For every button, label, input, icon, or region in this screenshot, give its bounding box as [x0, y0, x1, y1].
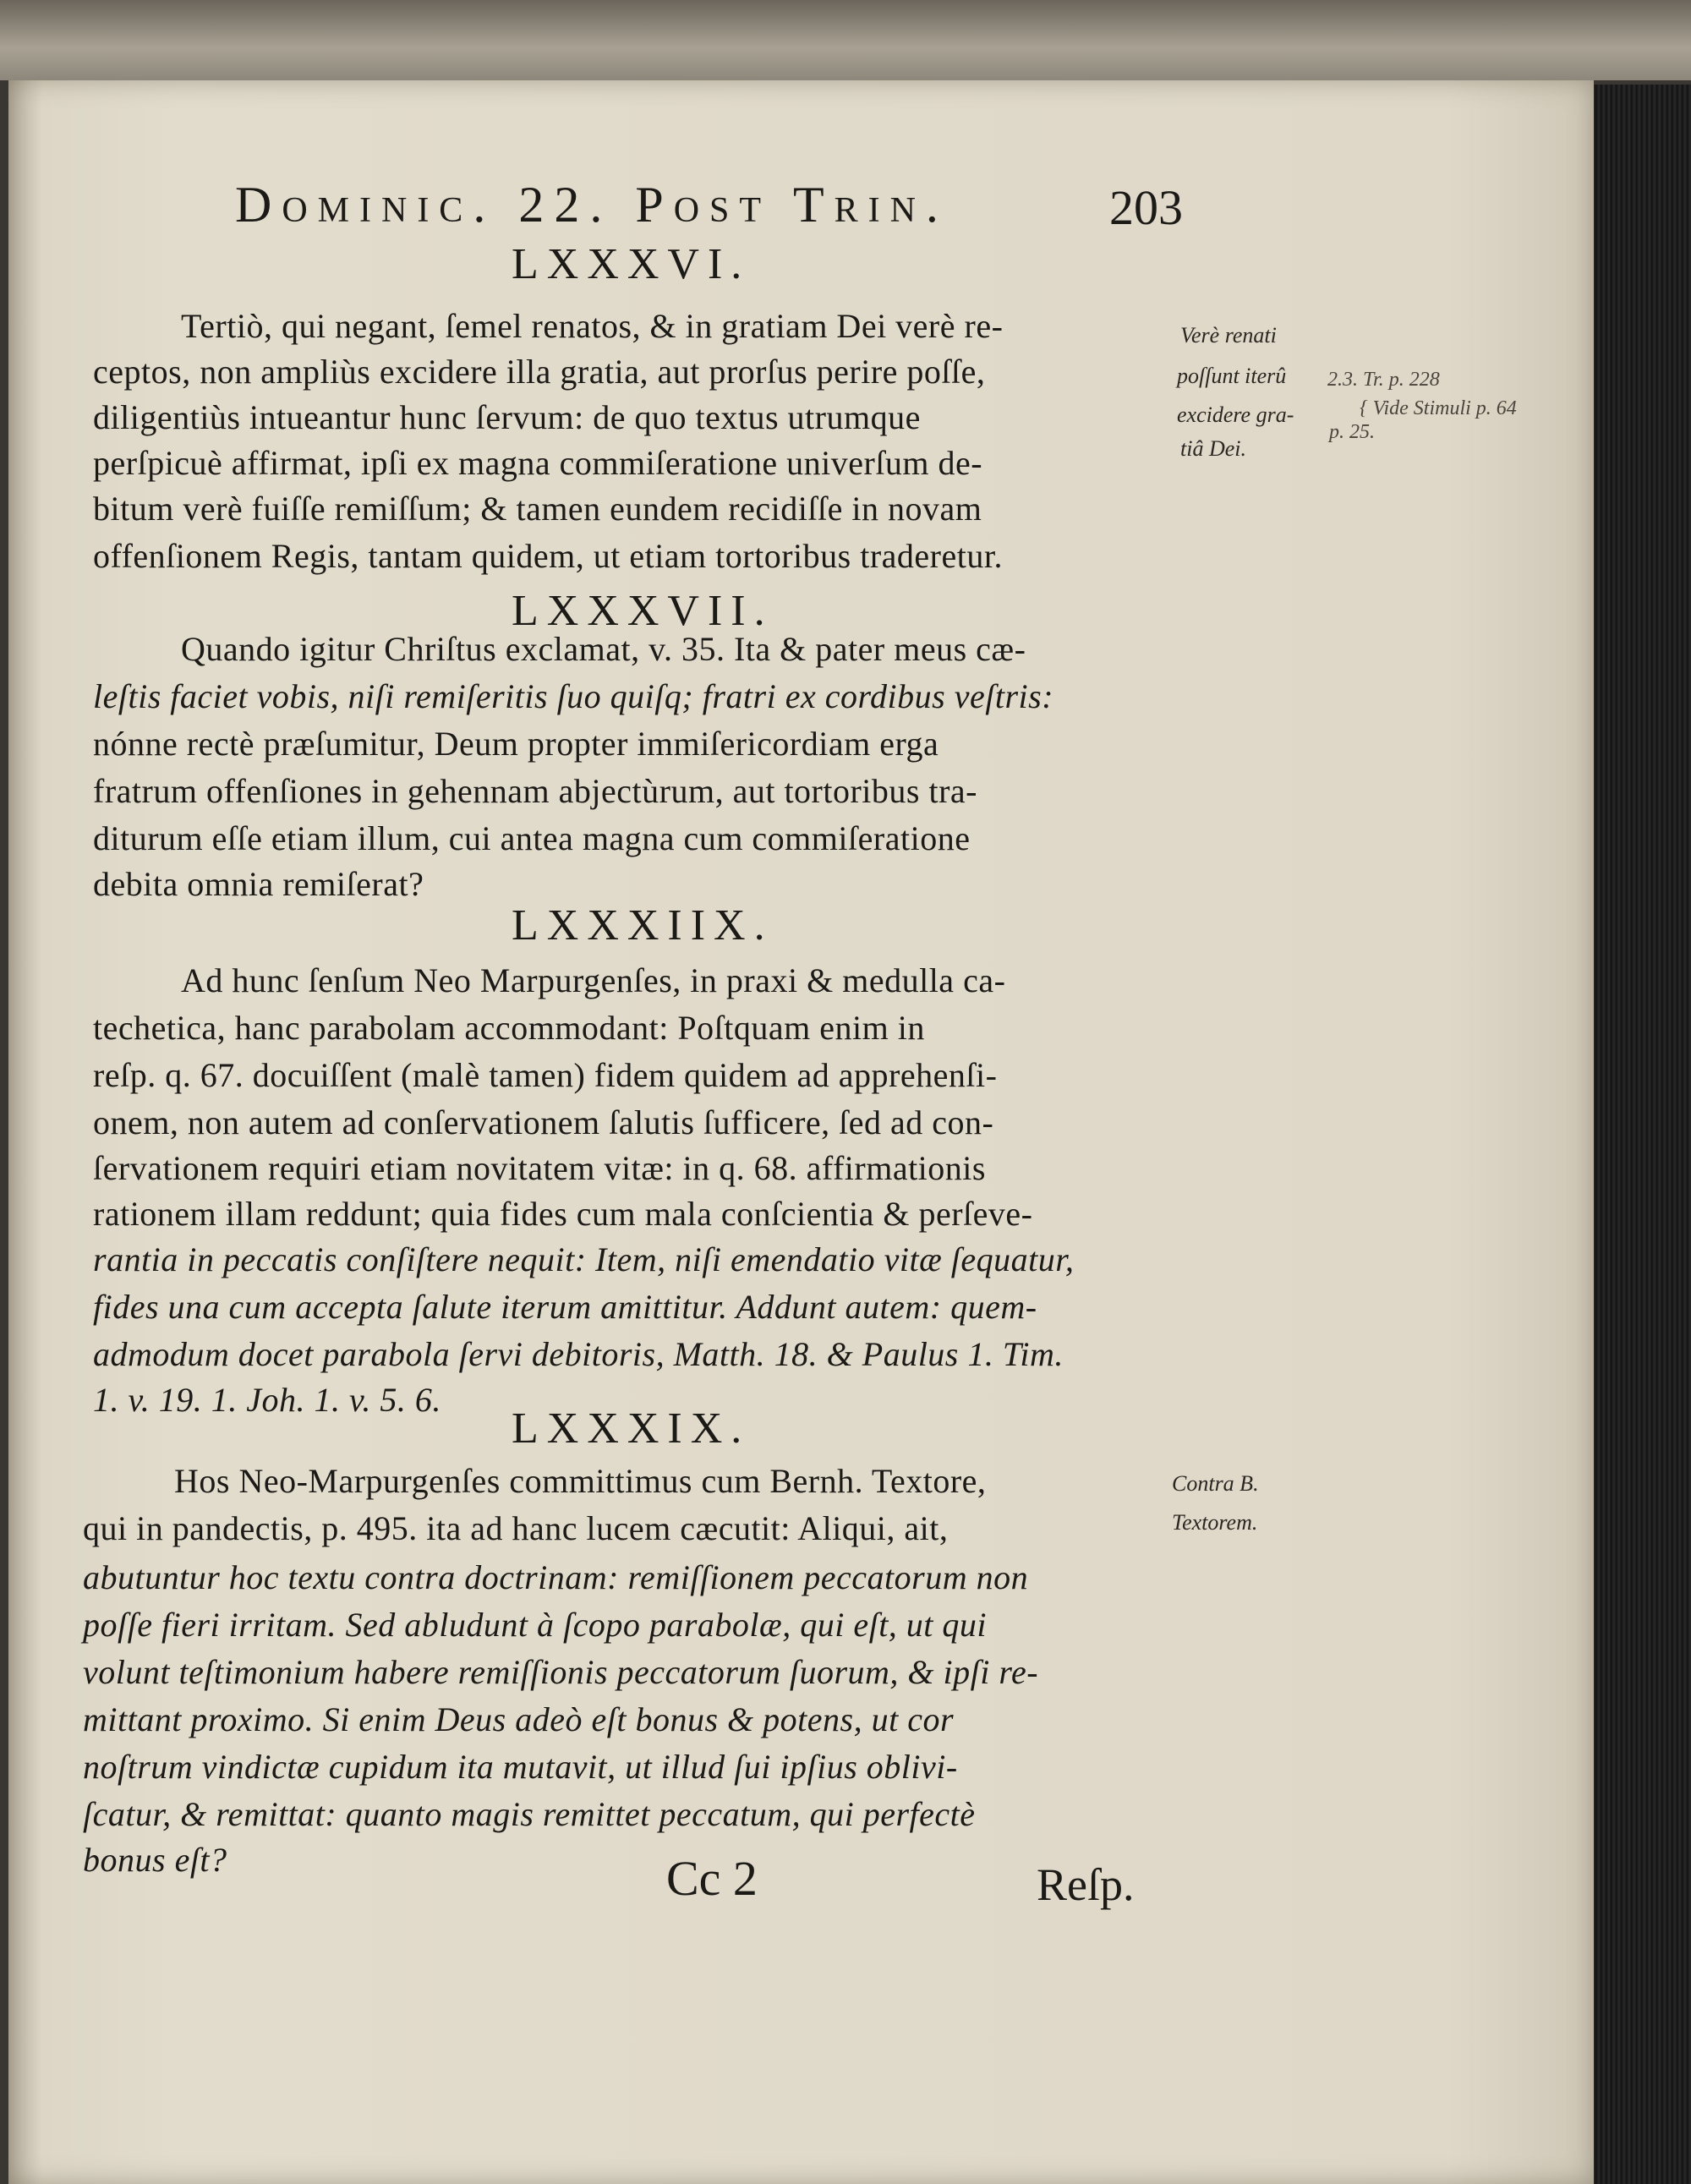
text-line: techetica, hanc parabolam accommodant: Poſtquam enim in	[93, 1009, 925, 1047]
text-line: diturum eſſe etiam illum, cui antea magna cum commiſeratione	[93, 819, 971, 857]
margin-note: Textorem.	[1172, 1510, 1258, 1535]
section-numeral: LXXXVII.	[512, 587, 774, 635]
text-line: Quando igitur Chriſtus exclamat, v. 35. Ita & pater meus cæ-	[181, 630, 1026, 668]
book-fore-edge	[1581, 85, 1691, 2184]
text-line: 1. v. 19. 1. Joh. 1. v. 5. 6.	[93, 1381, 441, 1419]
section-numeral: LXXXIX.	[512, 1404, 751, 1453]
text-line: Tertiò, qui negant, ſemel renatos, & in gratiam Dei verè re-	[181, 307, 1004, 345]
margin-note: tiâ Dei.	[1180, 436, 1246, 461]
text-line: leſtis faciet vobis, niſi remiſeritis ſuo quiſq; fratri ex cordibus veſtris:	[93, 677, 1054, 715]
text-line: qui in pandectis, p. 495. ita ad hanc lucem cæcutit: Aliqui, ait,	[83, 1509, 949, 1547]
text-line: bonus eſt?	[83, 1841, 227, 1879]
margin-note: excidere gra-	[1177, 402, 1294, 427]
text-line: diligentiùs intueantur hunc ſervum: de quo textus utrumque	[93, 398, 921, 436]
text-line: noſtrum vindictæ cupidum ita mutavit, ut illud ſui ipſius oblivi-	[83, 1748, 958, 1786]
text-line: volunt teſtimonium habere remiſſionis peccatorum ſuorum, & ipſi re-	[83, 1653, 1039, 1691]
text-line: Hos Neo-Marpurgenſes committimus cum Bernh. Textore,	[174, 1462, 987, 1500]
text-line: bitum verè fuiſſe remiſſum; & tamen eundem recidiſſe in novam	[93, 490, 982, 528]
section-numeral: LXXXVI.	[512, 240, 751, 288]
text-line: offenſionem Regis, tantam quidem, ut etiam tortoribus traderetur.	[93, 537, 1003, 575]
margin-note: Contra B.	[1172, 1471, 1259, 1496]
signature-mark: Cc 2	[666, 1851, 758, 1906]
margin-note: Verè renati	[1180, 323, 1277, 348]
text-line: fides una cum accepta ſalute iterum amittitur. Addunt autem: quem-	[93, 1288, 1037, 1326]
text-line: ſervationem requiri etiam novitatem vitæ: in q. 68. affirmationis	[93, 1149, 986, 1187]
text-line: nónne rectè præſumitur, Deum propter immiſericordiam erga	[93, 725, 939, 763]
section-numeral: LXXXIIX.	[512, 901, 774, 950]
text-line: reſp. q. 67. docuiſſent (malè tamen) fidem quidem ad apprehenſi-	[93, 1056, 998, 1094]
catchword: Reſp.	[1037, 1859, 1135, 1910]
text-line: Ad hunc ſenſum Neo Marpurgenſes, in praxi & medulla ca-	[181, 961, 1006, 999]
text-line: fratrum offenſiones in gehennam abjectùrum, aut tortoribus tra-	[93, 772, 977, 810]
text-line: poſſe fieri irritam. Sed abludunt à ſcopo parabolæ, qui eſt, ut qui	[83, 1606, 988, 1644]
text-line: rantia in peccatis conſiſtere nequit: Item, niſi emendatio vitæ ſequatur,	[93, 1240, 1075, 1278]
text-line: abutuntur hoc textu contra doctrinam: remiſſionem peccatorum non	[83, 1558, 1029, 1596]
text-line: mittant proximo. Si enim Deus adeò eſt bonus & potens, ut cor	[83, 1700, 955, 1738]
text-line: debita omnia remiſerat?	[93, 865, 424, 903]
text-line: ceptos, non ampliùs excidere illa gratia, aut prorſus perire poſſe,	[93, 353, 986, 391]
text-line: rationem illam reddunt; quia fides cum mala conſcientia & perſeve-	[93, 1195, 1033, 1233]
running-head: Dominic. 22. Post Trin.	[235, 177, 949, 233]
handwritten-note: { Vide Stimuli p. 64	[1360, 397, 1517, 419]
book-top-edge	[0, 0, 1691, 80]
text-line: ſcatur, & remittat: quanto magis remittet peccatum, qui perfectè	[83, 1795, 976, 1833]
margin-note: poſſunt iterû	[1177, 364, 1287, 388]
text-line: perſpicuè affirmat, ipſi ex magna commiſeratione univerſum de-	[93, 444, 983, 482]
handwritten-note: p. 25.	[1329, 421, 1375, 443]
page-number: 203	[1109, 180, 1183, 235]
text-line: admodum docet parabola ſervi debitoris, Matth. 18. & Paulus 1. Tim.	[93, 1335, 1064, 1373]
text-line: onem, non autem ad conſervationem ſalutis ſufficere, ſed ad con-	[93, 1103, 994, 1141]
handwritten-note: 2.3. Tr. p. 228	[1327, 369, 1440, 391]
